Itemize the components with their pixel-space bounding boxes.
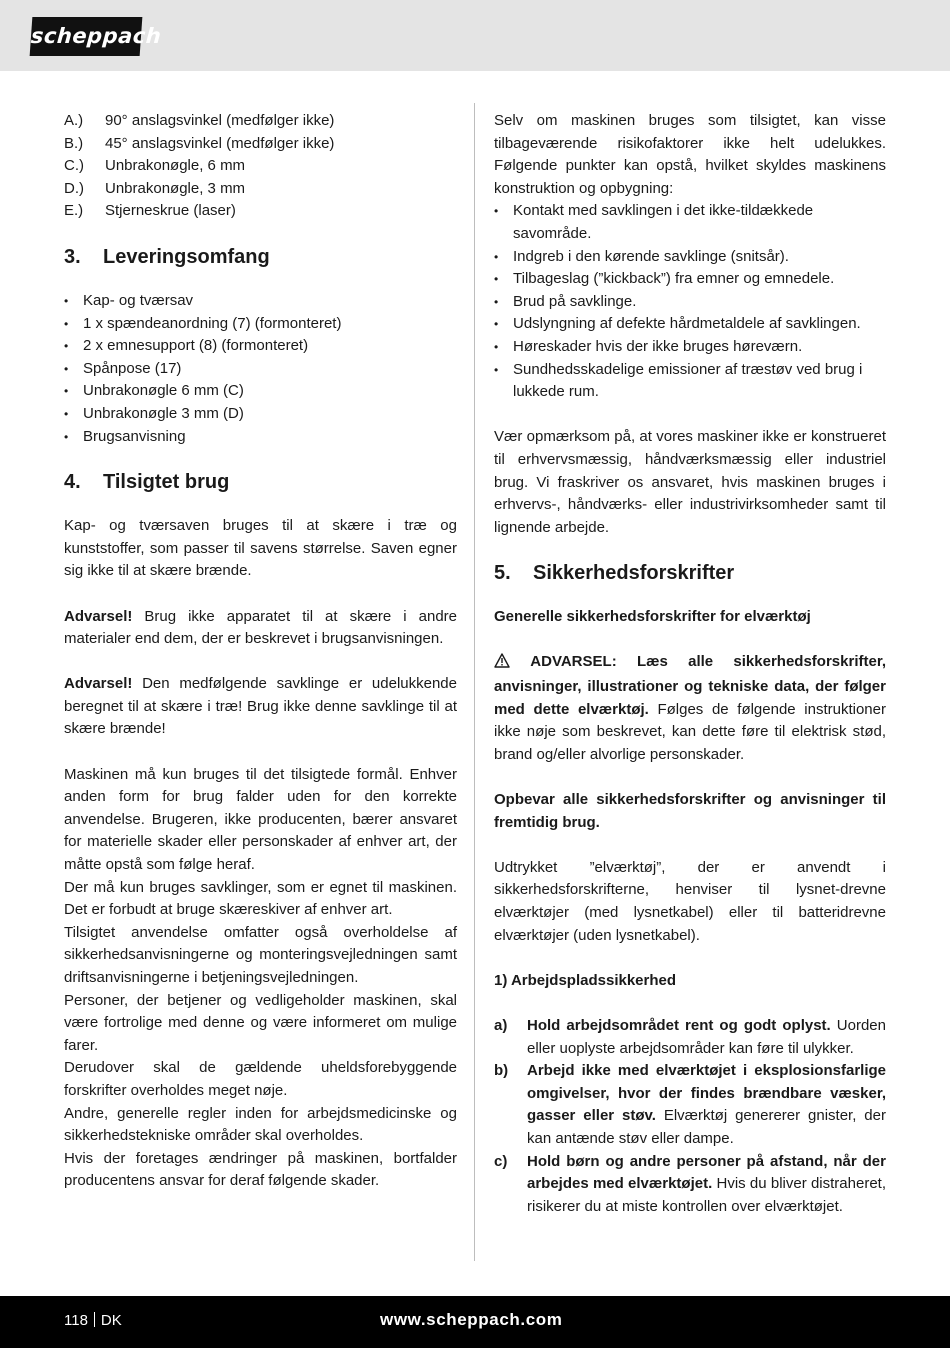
- subsection-title: [494, 970, 886, 993]
- list-item: [494, 1015, 886, 1060]
- footer-separator: [94, 1312, 95, 1327]
- left-column: [64, 110, 457, 1193]
- warning-text: Den medfølgende savklinge er udelukkende beregnet til at skære i træ! Brug ikke denne savklinge til at skære brænde!: [64, 675, 457, 738]
- warning-paragraph: [64, 673, 457, 741]
- list-plain-text: Elværktøj genererer gnister, der kan antænde støv eller dampe.: [527, 1107, 886, 1147]
- delivery-list: [64, 290, 457, 448]
- list-item: [64, 133, 457, 156]
- warning-triangle-icon: [494, 653, 510, 676]
- list-text: Unbrakonøgle, 3 mm: [105, 179, 246, 197]
- list-item: • Kap- og tværsav: [64, 290, 457, 313]
- warning-label: Advarsel!: [64, 607, 133, 625]
- workplace-safety-list: [494, 1015, 886, 1218]
- section-heading-leveringsomfang: [64, 245, 457, 269]
- list-item: • Brud på savklinge.: [494, 291, 886, 314]
- list-item: • Høreskader hvis der ikke bruges høreværn.: [494, 336, 886, 359]
- list-text: [527, 1151, 886, 1219]
- list-text: Stjerneskrue (laser): [105, 202, 236, 220]
- list-key: E.): [64, 202, 84, 220]
- header-bar: [0, 0, 950, 71]
- list-key: a): [494, 1016, 508, 1034]
- list-item: • Spånpose (17): [64, 358, 457, 381]
- page-indicator: [64, 1310, 122, 1332]
- list-item: • Sundhedsskadelige emissioner af træstøv ved brug i lukkede rum.: [494, 359, 886, 404]
- column-divider: [474, 103, 475, 1261]
- list-item: [494, 1151, 886, 1219]
- list-text: [527, 1060, 886, 1150]
- list-item: • Unbrakonøgle 3 mm (D): [64, 403, 457, 426]
- list-item: [64, 178, 457, 201]
- section-number: 4.: [64, 471, 81, 494]
- list-key: b): [494, 1062, 509, 1080]
- paragraph: Tilsigtet anvendelse omfatter også overholdelse af sikkerhedsanvisningerne og monteringsvejledningen samt driftsanvisningerne i betjeningsvejledningen.: [64, 923, 457, 986]
- list-item: • Tilbageslag (”kickback”) fra emner og emnedele.: [494, 268, 886, 291]
- list-item: [64, 155, 457, 178]
- paragraph: Hvis der foretages ændringer på maskinen, bortfalder producentens ansvar for deraf følgende skader.: [64, 1149, 457, 1190]
- paragraph: Maskinen må kun bruges til det tilsigtede formål. Enhver anden form for brug falder uden for den korrekte anvendelse. Brugeren, ikke producenten, bærer ansvaret for materielle skader eller personskader af enhver art, der måtte opstå som følge heraf.: [64, 765, 457, 874]
- list-item: [494, 1060, 886, 1150]
- risk-intro: Selv om maskinen bruges som tilsigtet, kan visse tilbageværende risikofaktorer ikke helt udelukkes. Følgende punkter kan opstå, hvilket skyldes maskinens konstruktion og opbygning:: [494, 112, 886, 197]
- warning-text: Brug ikke apparatet til at skære i andre materialer end dem, der er beskrevet i brugsanvisningen.: [64, 607, 457, 648]
- scheppach-logo: scheppach: [30, 17, 143, 56]
- usage-note: Vær opmærksom på, at vores maskiner ikke er konstrueret til erhvervsmæssig, håndværksmæssig eller industriel brug. Vi fraskriver os ansvaret, hvis maskinen bruges i erhvervs-, håndværks- eller industrivirksomheder samt til lignende arbejde.: [494, 428, 886, 536]
- warning-bold-text: ADVARSEL: Læs alle sikkerhedsforskrifter, anvisninger, illustrationer og tekniske data, der følger med dette elværktøj.: [494, 653, 886, 718]
- list-plain-text: Hvis du bliver distraheret, risikerer du at miste kontrollen over elværktøjet.: [527, 1175, 886, 1215]
- section-heading-tilsigtet-brug: [64, 470, 457, 494]
- keep-instructions-text: Opbevar alle sikkerhedsforskrifter og anvisninger til fremtidig brug.: [494, 791, 886, 831]
- list-bold-text: Hold arbejdsområdet rent og godt oplyst.: [527, 1016, 831, 1034]
- list-key: D.): [64, 179, 84, 197]
- list-item: • Brugsanvisning: [64, 426, 457, 449]
- paragraph: Andre, generelle regler inden for arbejdsmedicinske og sikkerhedstekniske områder skal overholdes.: [64, 1104, 457, 1145]
- section-heading-sikkerhedsforskrifter: [494, 561, 886, 585]
- section-number: 3.: [64, 245, 81, 268]
- risk-list: [494, 200, 886, 403]
- list-item: • 1 x spændeanordning (7) (formonteret): [64, 313, 457, 336]
- paragraph: Derudover skal de gældende uheldsforebyggende forskrifter overholdes meget nøje.: [64, 1059, 457, 1099]
- subsection-title-text: Generelle sikkerhedsforskrifter for elværktøj: [494, 608, 811, 626]
- list-text: 45° anslagsvinkel (medfølger ikke): [105, 134, 335, 152]
- warning-text: Følges de følgende instruktioner ikke nøje som beskrevet, kan dette føre til elektrisk stød, brand og/eller alvorlige personskader.: [494, 700, 886, 763]
- right-column: [494, 110, 886, 1218]
- list-item: • Unbrakonøgle 6 mm (C): [64, 380, 457, 403]
- list-item: • Kontakt med savklingen i det ikke-tildækkede savområde.: [494, 200, 886, 245]
- section-title: Leveringsomfang: [103, 245, 270, 268]
- intended-use-intro: Kap- og tværsaven bruges til at skære i træ og kunststoffer, som passer til savens størrelse. Saven egner sig ikke til at skære brænde.: [64, 517, 457, 580]
- language-code: DK: [100, 1312, 122, 1329]
- general-warning: [494, 651, 886, 766]
- section-title: Tilsigtet brug: [103, 471, 230, 494]
- keep-instructions: [494, 789, 886, 834]
- section-title: Sikkerhedsforskrifter: [533, 562, 735, 585]
- list-text: [527, 1015, 886, 1060]
- warning-paragraph: [64, 606, 457, 651]
- footer-bar: [0, 1296, 950, 1348]
- page-number: 118: [64, 1312, 88, 1329]
- list-item: • Udslyngning af defekte hårdmetaldele af savklingen.: [494, 313, 886, 336]
- list-key: c): [494, 1152, 508, 1170]
- website-link[interactable]: www.scheppach.com: [380, 1310, 563, 1329]
- list-key: A.): [64, 112, 84, 129]
- list-text: Unbrakonøgle, 6 mm: [105, 157, 246, 175]
- section-number: 5.: [494, 562, 511, 585]
- paragraph: Der må kun bruges savklinger, som er egnet til maskinen. Det er forbudt at bruge skæreskiver af enhver art.: [64, 878, 457, 919]
- list-item: • Indgreb i den kørende savklinge (snitsår).: [494, 246, 886, 269]
- list-item: [64, 200, 457, 223]
- subsection-title: [494, 606, 886, 629]
- list-item: [64, 110, 457, 133]
- list-text: 90° anslagsvinkel (medfølger ikke): [105, 112, 335, 129]
- definition-paragraph: Udtrykket ”elværktøj”, der er anvendt i sikkerhedsforskrifterne, henviser til lysnet-drevne elværktøjer (med lysnetkabel) eller til batteridrevne elværktøjer (uden lysnetkabel).: [494, 858, 886, 944]
- subsection-title-text: 1) Arbejdspladssikkerhed: [494, 971, 677, 989]
- warning-label: Advarsel!: [64, 675, 133, 693]
- list-item: • 2 x emnesupport (8) (formonteret): [64, 335, 457, 358]
- list-bold-text: Hold børn og andre personer på afstand, når der arbejdes med elværktøjet.: [527, 1152, 886, 1193]
- list-bold-text: Arbejd ikke med elværktøjet i eksplosionsfarlige omgivelser, hvor der findes brændbare væsker, gasser eller støv.: [527, 1062, 886, 1125]
- list-key: C.): [64, 157, 84, 175]
- paragraph: Personer, der betjener og vedligeholder maskinen, skal være fortrolige med denne og være informeret om mulige farer.: [64, 991, 457, 1054]
- parts-list: [64, 110, 457, 223]
- list-plain-text: Uorden eller uoplyste arbejdsområder kan føre til ulykker.: [527, 1016, 886, 1057]
- list-key: B.): [64, 134, 84, 152]
